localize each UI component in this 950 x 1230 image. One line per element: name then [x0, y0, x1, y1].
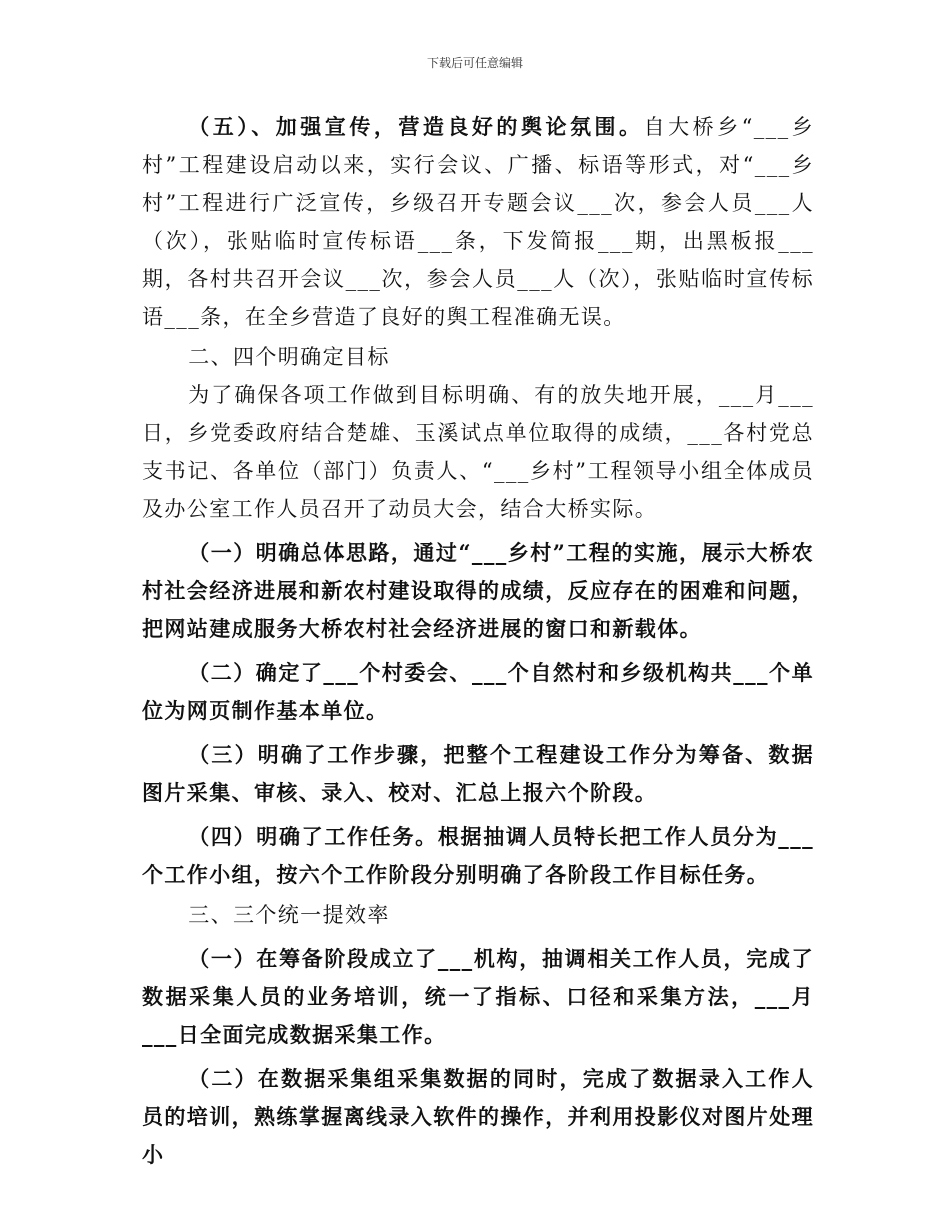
paragraph-publicity	[142, 108, 814, 336]
paragraph-text: （四）明确了工作任务。根据抽调人员特长把工作人员分为___个工作小组，按六个工作阶段分别明确了各阶段工作目标任务。	[142, 824, 814, 887]
paragraph-text: （一）在筹备阶段成立了___机构，抽调相关工作人员，完成了数据采集人员的业务培训，统一了指标、口径和采集方法，___月___日全面完成数据采集工作。	[142, 946, 814, 1047]
paragraph-text: 自大桥乡“___乡村”工程建设启动以来，实行会议、广播、标语等形式，对“___乡村”工程进行广泛宣传，乡级召开专题会议___次，参会人员___人（次），张贴临时宣传标语___条，下发简报___期，出黑板报___期，各村共召开会议___次，参会人员___人（次），张贴临时宣传标语___条，在全乡营造了良好的舆工程准确无误。	[142, 115, 814, 329]
paragraph-preparation	[142, 940, 814, 1054]
section-heading-two	[142, 338, 814, 376]
document-body	[142, 108, 814, 1174]
paragraph-text: （二）在数据采集组采集数据的同时，完成了数据录入工作人员的培训，熟练掌握离线录入软件的操作，并利用投影仪对图片处理小	[142, 1066, 814, 1167]
section-heading-three	[142, 896, 814, 934]
paragraph-overall-approach	[142, 534, 814, 648]
paragraph-text: （三）明确了工作步骤，把整个工程建设工作分为筹备、数据图片采集、审核、录入、校对、汇总上报六个阶段。	[142, 742, 814, 805]
paragraph-basic-units	[142, 654, 814, 730]
paragraph-lead-bold: （一）明确总体思路，通过“___乡村”工程的实施，展示大桥农村社会经济进展和新农村建设取得的成绩，反应存在的困难和问题，把网站建成服务大桥农村社会经济进展的窗口和新载体。	[142, 540, 814, 641]
page-header: 下载后可任意编辑	[426, 56, 523, 70]
paragraph-lead-bold: （五）、加强宣传，营造良好的舆论氛围。	[188, 114, 644, 139]
paragraph-text: 二、四个明确定目标	[188, 345, 390, 369]
paragraph-text: （二）确定了___个村委会、___个自然村和乡级机构共___个单位为网页制作基本单位。	[142, 660, 814, 723]
paragraph-text: 三、三个统一提效率	[188, 903, 390, 927]
paragraph-work-steps	[142, 736, 814, 812]
paragraph-data-entry	[142, 1060, 814, 1174]
paragraph-text: 为了确保各项工作做到目标明确、有的放失地开展，___月___日，乡党委政府结合楚雄、玉溪试点单位取得的成绩，___各村党总支书记、各单位（部门）负责人、“___乡村”工程领导小组全体成员及办公室工作人员召开了动员大会，结合大桥实际。	[142, 383, 814, 521]
paragraph-goals-intro	[142, 376, 814, 528]
paragraph-work-tasks	[142, 818, 814, 894]
